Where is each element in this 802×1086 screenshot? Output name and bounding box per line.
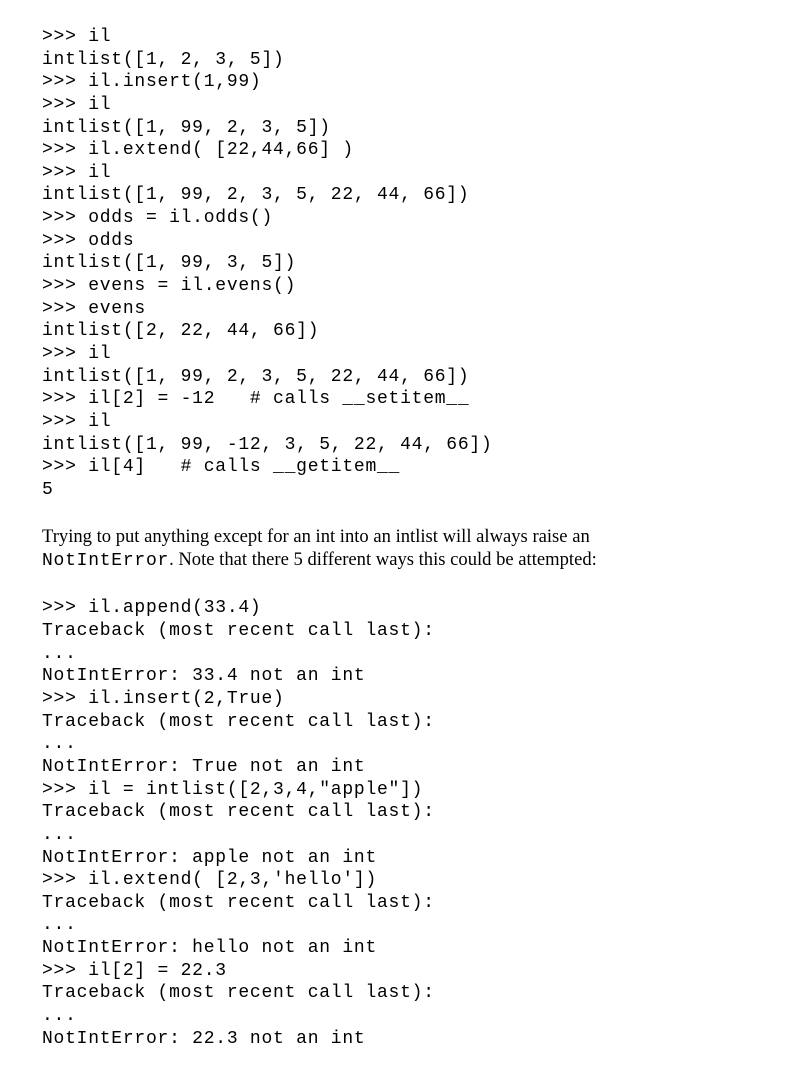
interactive-session-intlist-methods xyxy=(42,26,782,501)
code-line: >>> il xyxy=(42,343,112,364)
code-line: >>> il[4] # calls __getitem__ xyxy=(42,457,401,478)
code-line: >>> evens = il.evens() xyxy=(42,276,297,297)
code-line: NotIntError: hello not an int xyxy=(42,938,378,959)
code-line: NotIntError: True not an int xyxy=(42,756,366,777)
code-line: NotIntError: apple not an int xyxy=(42,847,378,868)
code-line: >>> il xyxy=(42,411,112,432)
code-line: ... xyxy=(42,643,77,664)
code-line: >>> il.extend( [22,44,66] ) xyxy=(42,140,354,161)
code-line: Traceback (most recent call last): xyxy=(42,892,435,913)
code-line: ... xyxy=(42,1005,77,1026)
paragraph-text-end: . Note that there 5 different ways this could be attempted: xyxy=(169,549,597,571)
code-line: >>> il = intlist([2,3,4,"apple"]) xyxy=(42,779,424,800)
code-line: ... xyxy=(42,915,77,936)
explanation-paragraph xyxy=(42,525,782,573)
code-line: >>> il xyxy=(42,94,112,115)
code-line: intlist([1, 99, 2, 3, 5]) xyxy=(42,117,331,138)
code-line: intlist([1, 99, 2, 3, 5, 22, 44, 66]) xyxy=(42,366,470,387)
code-line: >>> odds = il.odds() xyxy=(42,208,274,229)
code-line: intlist([1, 99, 3, 5]) xyxy=(42,253,297,274)
code-line: >>> il[2] = -12 # calls __setitem__ xyxy=(42,389,470,410)
code-line: >>> il.insert(1,99) xyxy=(42,72,262,93)
code-line: Traceback (most recent call last): xyxy=(42,621,435,642)
code-line: Traceback (most recent call last): xyxy=(42,983,435,1004)
code-line: intlist([2, 22, 44, 66]) xyxy=(42,321,320,342)
inline-code-noteinterror: NotIntError xyxy=(42,551,170,572)
code-line: NotIntError: 22.3 not an int xyxy=(42,1028,366,1049)
code-line: NotIntError: 33.4 not an int xyxy=(42,666,366,687)
code-line: >>> il.append(33.4) xyxy=(42,598,262,619)
code-line: Traceback (most recent call last): xyxy=(42,711,435,732)
code-line: Traceback (most recent call last): xyxy=(42,802,435,823)
code-line: >>> il xyxy=(42,27,112,47)
code-line: >>> odds xyxy=(42,230,135,251)
code-line: >>> il.insert(2,True) xyxy=(42,689,285,710)
code-line: >>> il xyxy=(42,162,112,183)
code-line: >>> evens xyxy=(42,298,146,319)
document-page xyxy=(42,26,782,1050)
code-line: >>> il.extend( [2,3,'hello']) xyxy=(42,870,378,891)
code-line: 5 xyxy=(42,479,54,500)
code-line: ... xyxy=(42,824,77,845)
code-line: intlist([1, 99, 2, 3, 5, 22, 44, 66]) xyxy=(42,185,470,206)
code-line: >>> il[2] = 22.3 xyxy=(42,960,227,981)
code-line: ... xyxy=(42,734,77,755)
interactive-session-errors xyxy=(42,597,782,1050)
code-line: intlist([1, 2, 3, 5]) xyxy=(42,49,285,70)
paragraph-text-start: Trying to put anything except for an int into an intlist will always raise an xyxy=(42,526,590,548)
code-line: intlist([1, 99, -12, 3, 5, 22, 44, 66]) xyxy=(42,434,493,455)
